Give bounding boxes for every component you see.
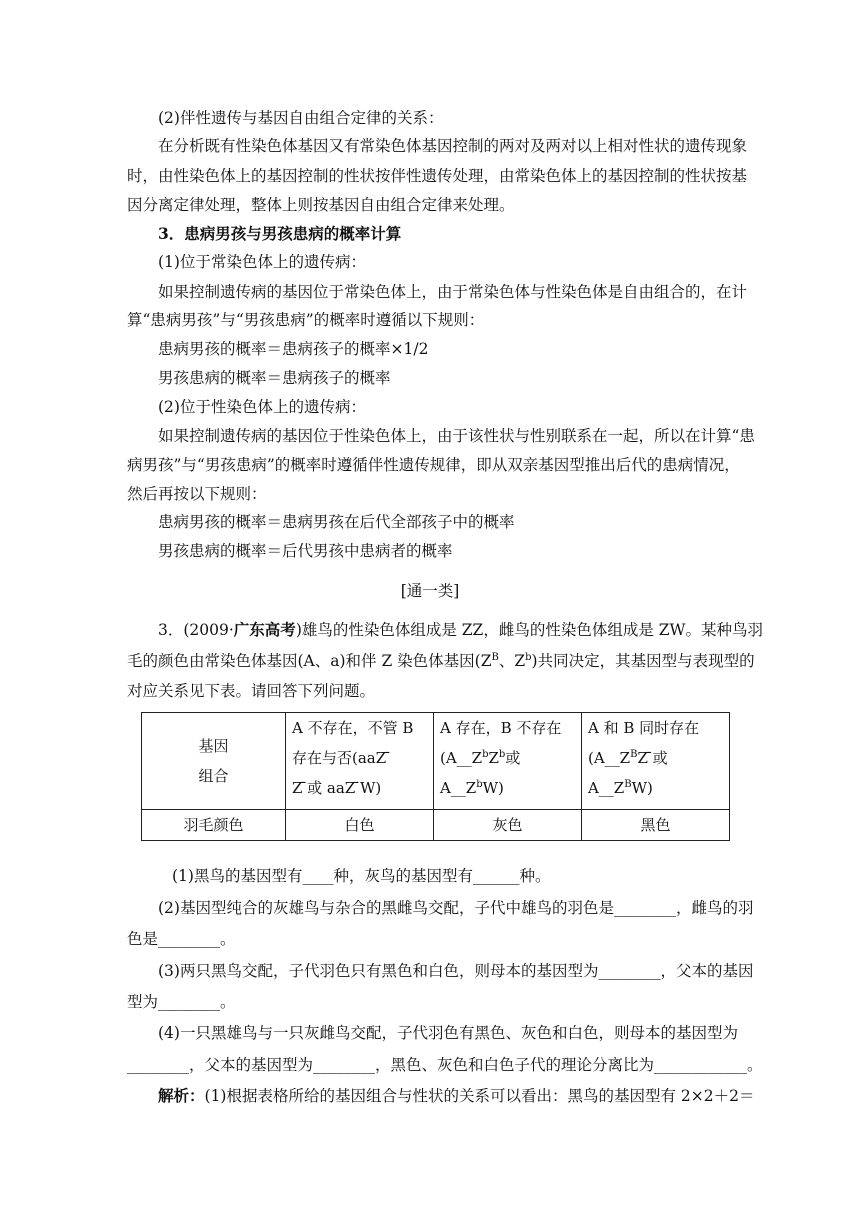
text-span: W)	[631, 779, 653, 797]
superscript: B	[491, 651, 499, 663]
superscript: b	[482, 749, 489, 760]
table-row	[142, 713, 730, 810]
text-span: W)	[482, 779, 504, 797]
subsection-1-heading: (1)位于常染色体上的遗传病：	[158, 253, 366, 271]
question-text: )雄鸟的性染色体组成是 ZZ，雌鸟的性染色体组成是 ZW。某种鸟羽	[295, 621, 763, 639]
question-intro-line	[158, 620, 763, 640]
text-span: (A__Z	[587, 749, 631, 767]
header-line: 组合	[198, 767, 229, 785]
question-1: (1)黑鸟的基因型有____种，灰鸟的基因型有______种。	[172, 867, 551, 885]
question-3-cont: 型为________。	[127, 993, 236, 1011]
cell-line: Z ̄或 aaZ ̄W)	[291, 779, 382, 797]
superscript: b	[498, 749, 506, 760]
cell-line: A 和 B 同时存在	[587, 719, 700, 737]
table-cell-white-genotype	[285, 713, 433, 810]
superscript: B	[630, 749, 638, 760]
subsection-2b-heading: (2)位于性染色体上的遗传病：	[158, 398, 366, 416]
question-number: 3．(2009·	[158, 621, 234, 639]
question-intro-line: 对应关系见下表。请回答下列问题。	[127, 682, 376, 700]
cell-line	[440, 743, 575, 773]
question-2-cont: 色是________。	[127, 930, 236, 948]
table-cell-black-genotype	[581, 713, 729, 810]
text-span: A__Z	[439, 779, 477, 797]
question-4-cont: ________，父本的基因型为________，黑色、灰色和白色子代的理论分离比为____________。	[127, 1056, 763, 1074]
genotype-table	[141, 712, 730, 841]
question-intro-line	[127, 651, 755, 671]
analysis-label: 解析：	[158, 1086, 205, 1105]
cell-line	[588, 743, 723, 773]
text-span: 、Z	[498, 652, 526, 670]
superscript: b	[476, 779, 483, 790]
cell-line: A 存在，B 不存在	[439, 719, 562, 737]
question-source: 广东高考	[233, 620, 296, 639]
subsection-2-heading: (2)伴性遗传与基因自由组合定律的关系：	[158, 109, 444, 127]
cell-line: A 不存在，不管 B	[291, 719, 414, 737]
paragraph-line: 算“患病男孩”与“男孩患病”的概率时遵循以下规则：	[127, 311, 485, 329]
table-cell: 黑色	[581, 810, 729, 841]
text-span: Z ̄或	[637, 749, 668, 767]
text-span: A__Z	[587, 779, 625, 797]
question-4: (4)一只黑雄鸟与一只灰雌鸟交配，子代羽色有黑色、灰色和白色，则母本的基因型为	[158, 1024, 738, 1042]
superscript: b	[525, 651, 532, 663]
formula-line: 男孩患病的概率＝患病孩子的概率	[158, 369, 391, 387]
section-3-heading: 3．患病男孩与男孩患病的概率计算	[158, 224, 402, 243]
table-cell: 白色	[285, 810, 433, 841]
question-3: (3)两只黑鸟交配，子代羽色只有黑色和白色，则母本的基因型为________，父本的基因	[158, 962, 754, 980]
table-cell-gray-genotype	[433, 713, 581, 810]
analysis-line	[158, 1086, 754, 1106]
text-span: 或	[505, 749, 521, 767]
paragraph-line: 然后再按以下规则：	[127, 485, 267, 503]
superscript: B	[624, 779, 632, 790]
formula-line: 患病男孩的概率＝患病孩子的概率×1/2	[158, 340, 429, 358]
analysis-text: (1)根据表格所给的基因组合与性状的关系可以看出：黑鸟的基因型有 2×2＋2＝	[204, 1087, 755, 1105]
paragraph-line: 如果控制遗传病的基因位于性染色体上，由于该性状与性别联系在一起，所以在计算“患	[158, 427, 755, 445]
header-line: 基因	[198, 737, 229, 755]
cell-line	[440, 773, 575, 803]
cell-line	[588, 773, 723, 803]
cell-line: 存在与否(aaZ ̄	[291, 749, 391, 767]
paragraph-line: 在分析既有性染色体基因又有常染色体基因控制的两对及两对以上相对性状的遗传现象	[158, 137, 748, 155]
formula-line: 男孩患病的概率＝后代男孩中患病者的概率	[158, 542, 453, 560]
table-cell-header	[142, 713, 286, 810]
formula-line: 患病男孩的概率＝患病男孩在后代全部孩子中的概率	[158, 513, 515, 531]
text-span: Z	[488, 749, 499, 767]
paragraph-line: 因分离定律处理，整体上则按基因自由组合定律来处理。	[127, 196, 515, 214]
text-span: (A__Z	[439, 749, 483, 767]
text-span: 毛的颜色由常染色体基因(A、a)和伴 Z 染色体基因(Z	[127, 652, 492, 670]
section-label: [通一类]	[400, 582, 460, 600]
paragraph-line: 时，由性染色体上的基因控制的性状按伴性遗传处理，由常染色体上的基因控制的性状按基	[127, 167, 748, 185]
paragraph-line: 病男孩”与“男孩患病”的概率时遵循伴性遗传规律，即从双亲基因型推出后代的患病情况，	[127, 456, 740, 474]
text-span: )共同决定，其基因型与表现型的	[531, 652, 755, 670]
question-2: (2)基因型纯合的灰雄鸟与杂合的黑雌鸟交配，子代中雄鸟的羽色是________，雌鸟的羽	[158, 899, 754, 917]
table-cell: 羽毛颜色	[142, 810, 286, 841]
table-row	[142, 810, 730, 841]
paragraph-line: 如果控制遗传病的基因位于常染色体上，由于常染色体与性染色体是自由组合的，在计	[158, 283, 748, 301]
table-cell: 灰色	[433, 810, 581, 841]
